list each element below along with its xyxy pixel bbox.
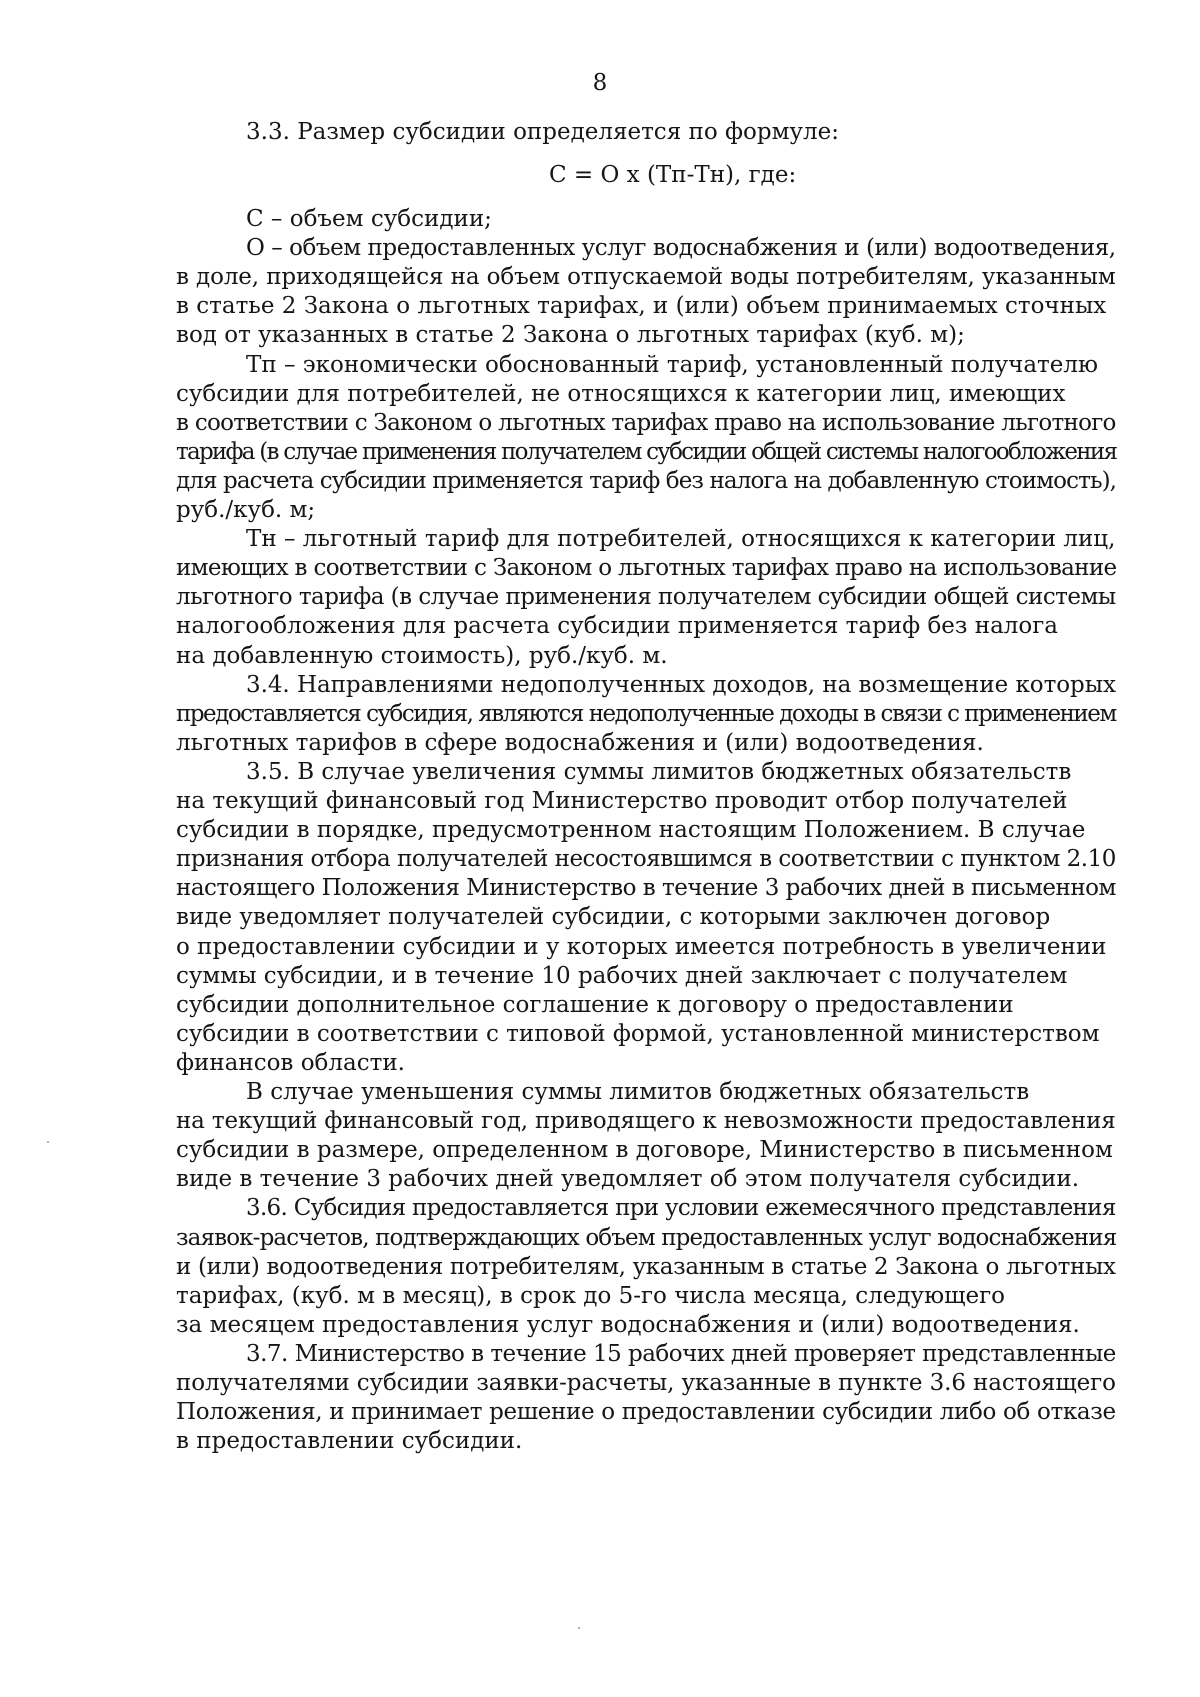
text-line: признания отбора получателей несостоявшимся в соответствии с пунктом 2.10 [176, 846, 1116, 872]
text-line: Тп – экономически обоснованный тариф, установленный получателю [246, 352, 1098, 378]
text-line: субсидии в размере, определенном в договоре, Министерство в письменном [176, 1137, 1113, 1163]
text-line: предоставляется субсидия, являются недополученные доходы в связи с применением [176, 701, 1116, 727]
text-line: настоящего Положения Министерство в течение 3 рабочих дней в письменном [176, 875, 1116, 901]
page-number: 8 [592, 70, 608, 96]
scan-speck [578, 1627, 580, 1629]
text-line: тарифа (в случае применения получателем субсидии общей системы налогообложения [176, 439, 1117, 465]
text-line: налогообложения для расчета субсидии применяется тариф без налога [176, 613, 1059, 639]
text-line: для расчета субсидии применяется тариф без налога на добавленную стоимость), [176, 468, 1117, 494]
text-line: в предоставлении субсидии. [176, 1428, 523, 1454]
formula-line: С = О х (Тп-Тн), где: [549, 162, 797, 188]
text-line: 3.4. Направлениями недополученных доходов, на возмещение которых [246, 672, 1116, 698]
text-line: получателями субсидии заявки-расчеты, указанные в пункте 3.6 настоящего [176, 1370, 1116, 1396]
text-line: В случае уменьшения суммы лимитов бюджетных обязательств [246, 1079, 1030, 1105]
text-line: на текущий финансовый год, приводящего к невозможности предоставления [176, 1108, 1116, 1134]
text-line: в доле, приходящейся на объем отпускаемой воды потребителям, указанным [176, 264, 1116, 290]
text-line: виде уведомляет получателей субсидии, с которыми заключен договор [176, 904, 1051, 930]
text-line: виде в течение 3 рабочих дней уведомляет об этом получателя субсидии. [176, 1166, 1080, 1192]
text-line: на добавленную стоимость), руб./куб. м. [176, 643, 668, 669]
text-line: за месяцем предоставления услуг водоснабжения и (или) водоотведения. [176, 1312, 1080, 1338]
text-line: вод от указанных в статье 2 Закона о льготных тарифах (куб. м); [176, 322, 965, 348]
text-line: льготного тарифа (в случае применения получателем субсидии общей системы [176, 584, 1116, 610]
text-line: суммы субсидии, и в течение 10 рабочих дней заключает с получателем [176, 963, 1068, 989]
text-line: и (или) водоотведения потребителям, указанным в статье 2 Закона о льготных [176, 1254, 1116, 1280]
text-line: на текущий финансовый год Министерство проводит отбор получателей [176, 788, 1068, 814]
text-line: 3.3. Размер субсидии определяется по формуле: [246, 119, 839, 145]
text-line: 3.6. Субсидия предоставляется при условии ежемесячного представления [246, 1195, 1116, 1221]
text-line: субсидии в соответствии с типовой формой, установленной министерством [176, 1021, 1100, 1047]
text-line: тарифах, (куб. м в месяц), в срок до 5-го числа месяца, следующего [176, 1283, 1005, 1309]
text-line: О – объем предоставленных услуг водоснабжения и (или) водоотведения, [246, 235, 1116, 261]
text-line: субсидии дополнительное соглашение к договору о предоставлении [176, 992, 1014, 1018]
text-line: Положения, и принимает решение о предоставлении субсидии либо об отказе [176, 1399, 1116, 1425]
text-line: льготных тарифов в сфере водоснабжения и (или) водоотведения. [176, 730, 984, 756]
text-line: о предоставлении субсидии и у которых имеется потребность в увеличении [176, 934, 1107, 960]
text-line: субсидии для потребителей, не относящихся к категории лиц, имеющих [176, 381, 1066, 407]
text-line: в статье 2 Закона о льготных тарифах, и (или) объем принимаемых сточных [176, 293, 1107, 319]
text-line: субсидии в порядке, предусмотренном настоящим Положением. В случае [176, 817, 1086, 843]
text-line: руб./куб. м; [176, 497, 316, 523]
text-line: 3.7. Министерство в течение 15 рабочих дней проверяет представленные [246, 1341, 1116, 1367]
text-line: финансов области. [176, 1050, 405, 1076]
text-line: в соответствии с Законом о льготных тарифах право на использование льготного [176, 410, 1116, 436]
text-line: Тн – льготный тариф для потребителей, относящихся к категории лиц, [246, 526, 1116, 552]
text-line: заявок-расчетов, подтверждающих объем предоставленных услуг водоснабжения [176, 1225, 1117, 1251]
text-line: С – объем субсидии; [246, 206, 492, 232]
text-line: 3.5. В случае увеличения суммы лимитов бюджетных обязательств [246, 759, 1072, 785]
scan-speck [47, 1141, 49, 1143]
text-line: имеющих в соответствии с Законом о льготных тарифах право на использование [176, 555, 1117, 581]
